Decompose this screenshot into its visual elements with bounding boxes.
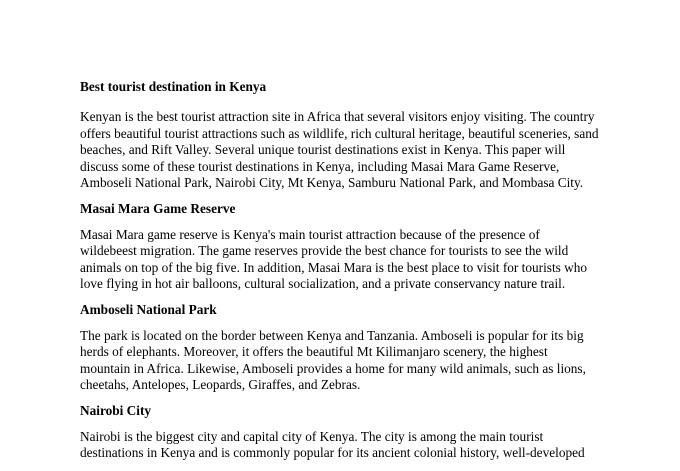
- paragraph-line: mountain in Africa. Likewise, Amboseli provides a home for many wild animals, such as lions,: [80, 360, 586, 376]
- paragraph-line: The park is located on the border between Kenya and Tanzania. Amboseli is popular for its big: [80, 327, 584, 343]
- section-heading-masai-mara: Masai Mara Game Reserve: [80, 200, 236, 216]
- paragraph-line: love flying in hot air balloons, cultural socialization, and a private conservancy nature trail.: [80, 276, 566, 292]
- intro-paragraph: [80, 109, 620, 192]
- document-page: [80, 78, 620, 471]
- section-paragraph-nairobi: [80, 429, 620, 462]
- section-heading-amboseli: Amboseli National Park: [80, 301, 217, 317]
- paragraph-line: Nairobi is the biggest city and capital city of Kenya. The city is among the main tourist: [80, 428, 544, 444]
- intro-line: offers beautiful tourist attractions such as wildlife, rich cultural heritage, beautiful sceneries, sand: [80, 125, 599, 141]
- intro-line: beaches, and Rift Valley. Several unique tourist destinations exist in Kenya. This paper will: [80, 142, 566, 158]
- intro-line: discuss some of these tourist destinations in Kenya, including Masai Mara Game Reserve,: [80, 158, 560, 174]
- section-heading-nairobi: Nairobi City: [80, 402, 152, 418]
- intro-line: Kenyan is the best tourist attraction site in Africa that several visitors enjoy visiting. The country: [80, 109, 595, 124]
- paragraph-line: Masai Mara game reserve is Kenya's main tourist attraction because of the presence of: [80, 226, 540, 242]
- paragraph-line: wildebeest migration. The game reserves provide the best chance for tourists to see the wild: [80, 243, 569, 259]
- document-title: Best tourist destination in Kenya: [80, 79, 267, 94]
- paragraph-line: destinations in Kenya and is commonly popular for its ancient colonial history, well-developed: [80, 445, 585, 461]
- section-paragraph-masai-mara: [80, 227, 620, 293]
- section-paragraph-amboseli: [80, 328, 620, 394]
- paragraph-line: animals on top of the big five. In addition, Masai Mara is the best place to visit for tourists who: [80, 259, 588, 275]
- paragraph-line: cheetahs, Antelopes, Leopards, Giraffes, and Zebras.: [80, 377, 361, 393]
- paragraph-line: herds of elephants. Moreover, it offers the beautiful Mt Kilimanjaro scenery, the highest: [80, 344, 548, 360]
- intro-line: Amboseli National Park, Nairobi City, Mt Kenya, Samburu National Park, and Mombasa City.: [80, 175, 584, 191]
